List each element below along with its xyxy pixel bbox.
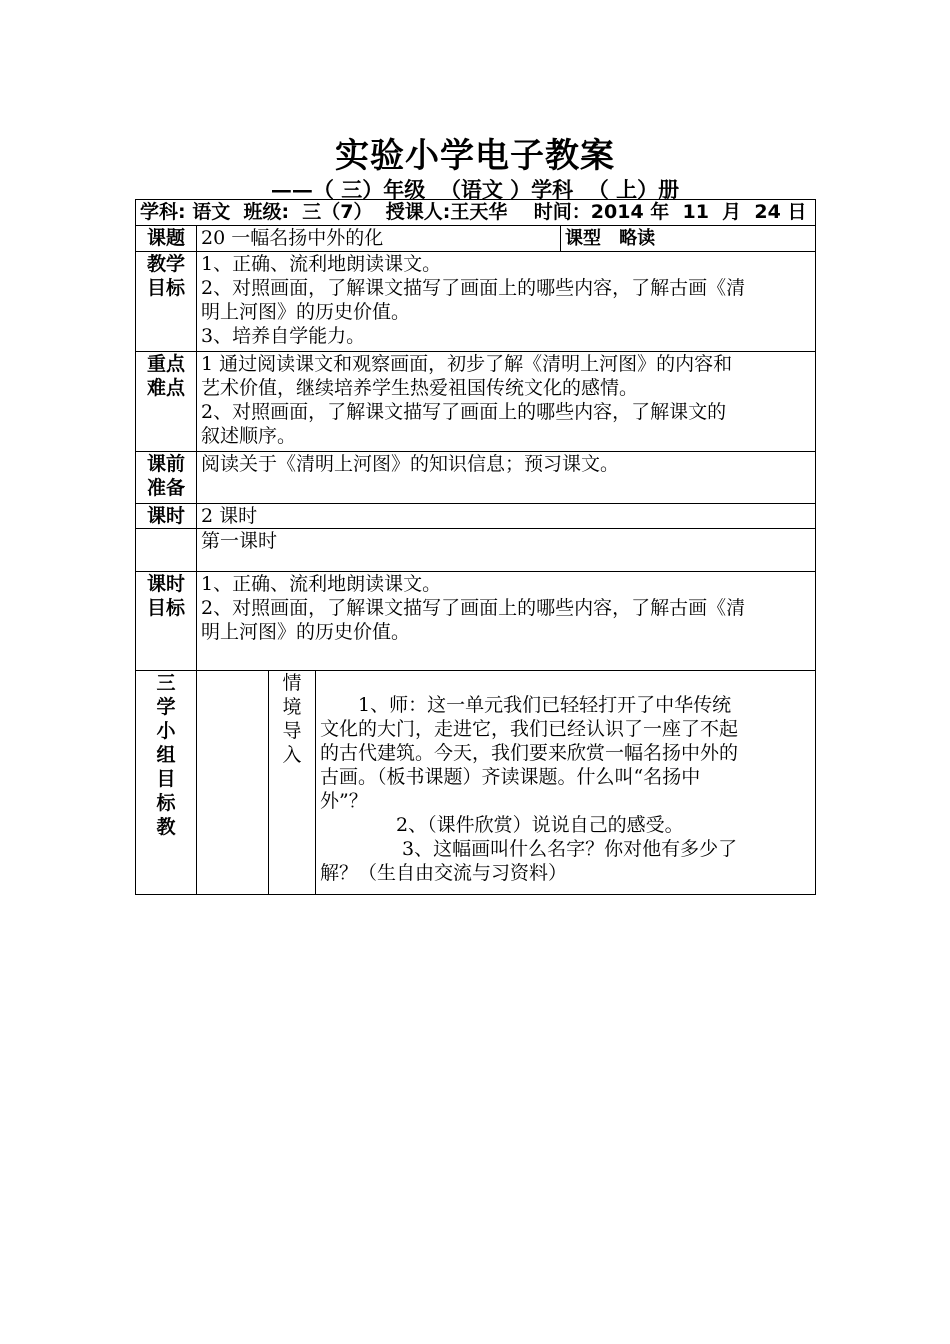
- label-char: 学: [156, 696, 176, 718]
- content-line: 的古代建筑。今天，我们要来欣赏一幅名扬中外的: [320, 742, 739, 764]
- stage-label: [269, 671, 316, 895]
- page-title: 实验小学电子教案: [335, 136, 615, 176]
- stage-char: 入: [282, 744, 302, 766]
- content-line: 1、师：这一单元我们已轻轻打开了中华传统: [320, 694, 732, 716]
- stage-char: 导: [282, 720, 302, 742]
- lesson-plan-table: [135, 199, 816, 895]
- label-line: 目标: [146, 277, 185, 299]
- label-line: 教学: [146, 253, 185, 275]
- key-point-line: 1 通过阅读课文和观察画面，初步了解《清明上河图》的内容和: [201, 353, 733, 375]
- teaching-goals-label: [136, 252, 197, 352]
- key-point-line: 叙述顺序。: [201, 425, 297, 447]
- three-study-row: [136, 671, 816, 895]
- label-char: 小: [156, 720, 176, 742]
- label-line: 目标: [146, 597, 185, 619]
- content-line: 解？（生自由交流与习资料）: [320, 862, 568, 884]
- topic-value: 20 一幅名扬中外的化: [197, 226, 561, 252]
- goal-line: 2、对照画面，了解课文描写了画面上的哪些内容，了解古画《清: [201, 277, 746, 299]
- label-char: 目: [156, 768, 176, 790]
- teaching-goals-content: [197, 252, 816, 352]
- label-line: 课前: [146, 453, 185, 475]
- period-row: [136, 504, 816, 529]
- first-period-row: [136, 529, 816, 572]
- period-goal-line: 2、对照画面，了解课文描写了画面上的哪些内容，了解古画《清: [201, 597, 746, 619]
- content-line: 2、（课件欣赏）说说自己的感受。: [320, 814, 684, 836]
- label-char: 三: [156, 672, 176, 694]
- label-line: 准备: [146, 477, 185, 499]
- topic-row: [136, 226, 816, 252]
- period-goal-line: 1、正确、流利地朗读课文。: [201, 573, 442, 595]
- period-label: 课时: [136, 504, 197, 529]
- label-line: 重点: [146, 353, 185, 375]
- period-goals-content: [197, 572, 816, 671]
- label-char: 组: [156, 744, 176, 766]
- content-line: 外”？: [320, 790, 368, 812]
- key-points-label: [136, 352, 197, 452]
- topic-label: 课题: [136, 226, 197, 252]
- lesson-type-value: 略读: [619, 228, 656, 249]
- goal-line: 1、正确、流利地朗读课文。: [201, 253, 442, 275]
- page-subtitle: ——（ 三）年级 （语文 ）学科 （ 上）册: [270, 177, 680, 202]
- first-period-text: 第一课时: [197, 529, 816, 572]
- teaching-goals-row: [136, 252, 816, 352]
- label-char: 标: [156, 792, 176, 814]
- key-point-line: 2、对照画面，了解课文描写了画面上的哪些内容，了解课文的: [201, 401, 727, 423]
- preparation-label: [136, 452, 197, 504]
- stage-char: 情: [282, 672, 302, 694]
- period-goals-row: [136, 572, 816, 671]
- goal-line: 明上河图》的历史价值。: [201, 301, 411, 323]
- lesson-type-label: 课型: [565, 228, 601, 249]
- preparation-content: 阅读关于《清明上河图》的知识信息；预习课文。: [197, 452, 816, 504]
- period-goals-label: [136, 572, 197, 671]
- label-line: 课时: [146, 573, 185, 595]
- lesson-type-cell: [561, 226, 816, 252]
- three-study-label: [136, 671, 197, 895]
- goal-line: 3、培养自学能力。: [201, 325, 366, 347]
- label-char: 教: [156, 816, 176, 838]
- meta-row: [136, 200, 816, 226]
- blank-column-cell: [197, 671, 269, 895]
- label-line: 难点: [146, 377, 185, 399]
- empty-cell: [136, 529, 197, 572]
- period-value: 2 课时: [197, 504, 816, 529]
- meta-info: 学科: 语文 班级: 三（7） 授课人:王天华 时间：2014 年 11 月 24 日: [136, 200, 816, 226]
- stage-char: 境: [282, 696, 302, 718]
- stage-content: [316, 671, 816, 895]
- key-points-row: [136, 352, 816, 452]
- preparation-row: [136, 452, 816, 504]
- period-goal-line: 明上河图》的历史价值。: [201, 621, 411, 643]
- key-points-content: [197, 352, 816, 452]
- key-point-line: 艺术价值，继续培养学生热爱祖国传统文化的感情。: [201, 377, 639, 399]
- content-line: 文化的大门，走进它，我们已经认识了一座了不起: [320, 718, 739, 740]
- content-line: 古画。（板书课题）齐读课题。什么叫“名扬中: [320, 766, 701, 788]
- content-line: 3、这幅画叫什么名字？你对他有多少了: [320, 838, 738, 860]
